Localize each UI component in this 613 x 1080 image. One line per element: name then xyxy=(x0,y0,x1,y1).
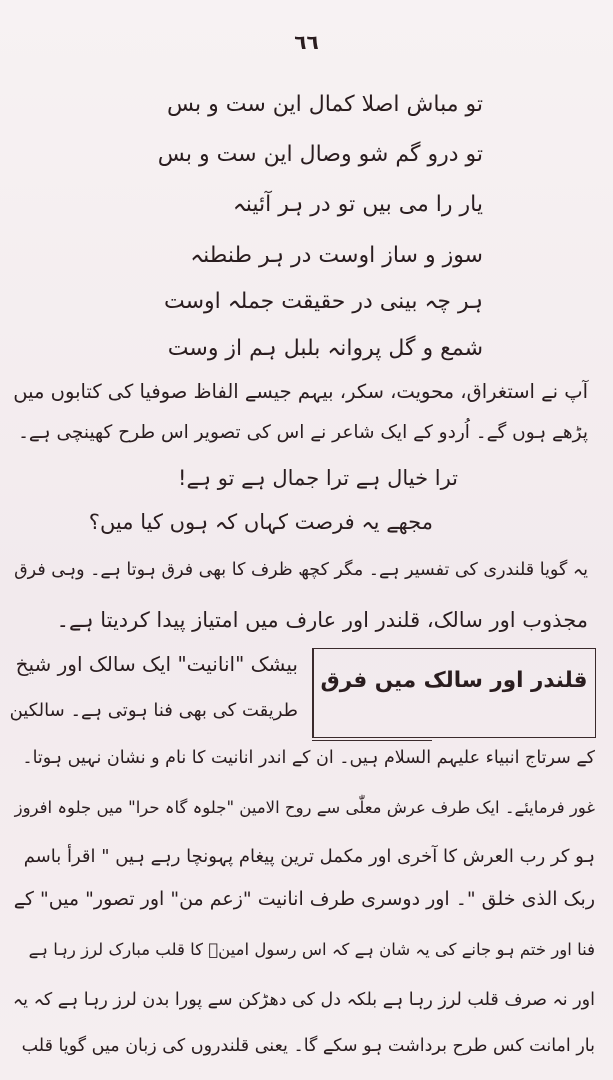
body-line: اور نہ صرف قلب لرز رہا ہے بلکہ دل کی دھڑکن سے پورا بدن لرز رہا ہے کہ یہ xyxy=(12,990,595,1010)
body-line: ہو کر رب العرش کا آخری اور مکمل ترین پیغام پہونچا رہے ہیں " اقرأ باسم xyxy=(23,846,595,867)
body-line: بار امانت کس طرح برداشت ہو سکے گا۔ یعنی قلندروں کی زبان میں گویا قلب xyxy=(21,1036,595,1056)
section-heading-box xyxy=(312,648,596,738)
paragraph-line: پڑھے ہوں گے۔ اُردو کے ایک شاعر نے اس کی تصویر اس طرح کھینچی ہے۔ xyxy=(18,422,588,443)
heading-divider xyxy=(312,740,432,741)
body-line: فنا اور ختم ہو جانے کی یہ شان ہے کہ اس رسول امینؐ کا قلب مبارک لرز رہا ہے xyxy=(28,940,595,959)
side-text-line: بیشک "انانیت" ایک سالک اور شیخ xyxy=(15,652,298,676)
poem-line: مجھے یہ فرصت کہاں کہ ہوں کیا میں؟ xyxy=(88,510,433,534)
verse-line: یار را می بیں تو در ہر آئینہ xyxy=(232,192,483,217)
body-line: کے سرتاج انبیاء علیہم السلام ہیں۔ ان کے اندر انانیت کا نام و نشان نہیں ہوتا۔ xyxy=(22,748,595,768)
verse-line: شمع و گل پروانہ بلبل ہم از وست xyxy=(167,336,483,361)
side-text-line: طریقت کی بھی فنا ہوتی ہے۔ سالکین xyxy=(9,700,298,721)
paragraph-line: آپ نے استغراق، محویت، سکر، بیہم جیسے الفاظ صوفیا کی کتابوں میں xyxy=(13,380,588,403)
body-line: ربک الذی خلق "۔ اور دوسری طرف انانیت "زعم من" اور تصور" میں" کے xyxy=(13,888,595,910)
paragraph-line: یہ گویا قلندری کی تفسیر ہے۔ مگر کچھ ظرف کا بھی فرق ہوتا ہے۔ وہی فرق xyxy=(14,560,588,580)
poem-line: ترا خیال ہے ترا جمال ہے تو ہے! xyxy=(178,466,458,490)
page-number: ٦٦ xyxy=(294,30,319,54)
verse-line: ہر چہ بینی در حقیقت جملہ اوست xyxy=(164,289,483,314)
section-heading: قلندر اور سالک میں فرق xyxy=(320,668,588,693)
body-line: غور فرمایئے۔ ایک طرف عرش معلّٰی سے روح الامین "جلوہ گاہ حرا" میں جلوہ افروز xyxy=(14,798,595,817)
verse-line: تو درو گم شو وصال این ست و بس xyxy=(157,142,483,167)
paragraph-line: مجذوب اور سالک، قلندر اور عارف میں امتیاز پیدا کردیتا ہے۔ xyxy=(56,608,588,632)
verse-line: تو مباش اصلا کمال این ست و بس xyxy=(166,92,483,117)
verse-line: سوز و ساز اوست در ہر طنطنہ xyxy=(190,243,483,268)
